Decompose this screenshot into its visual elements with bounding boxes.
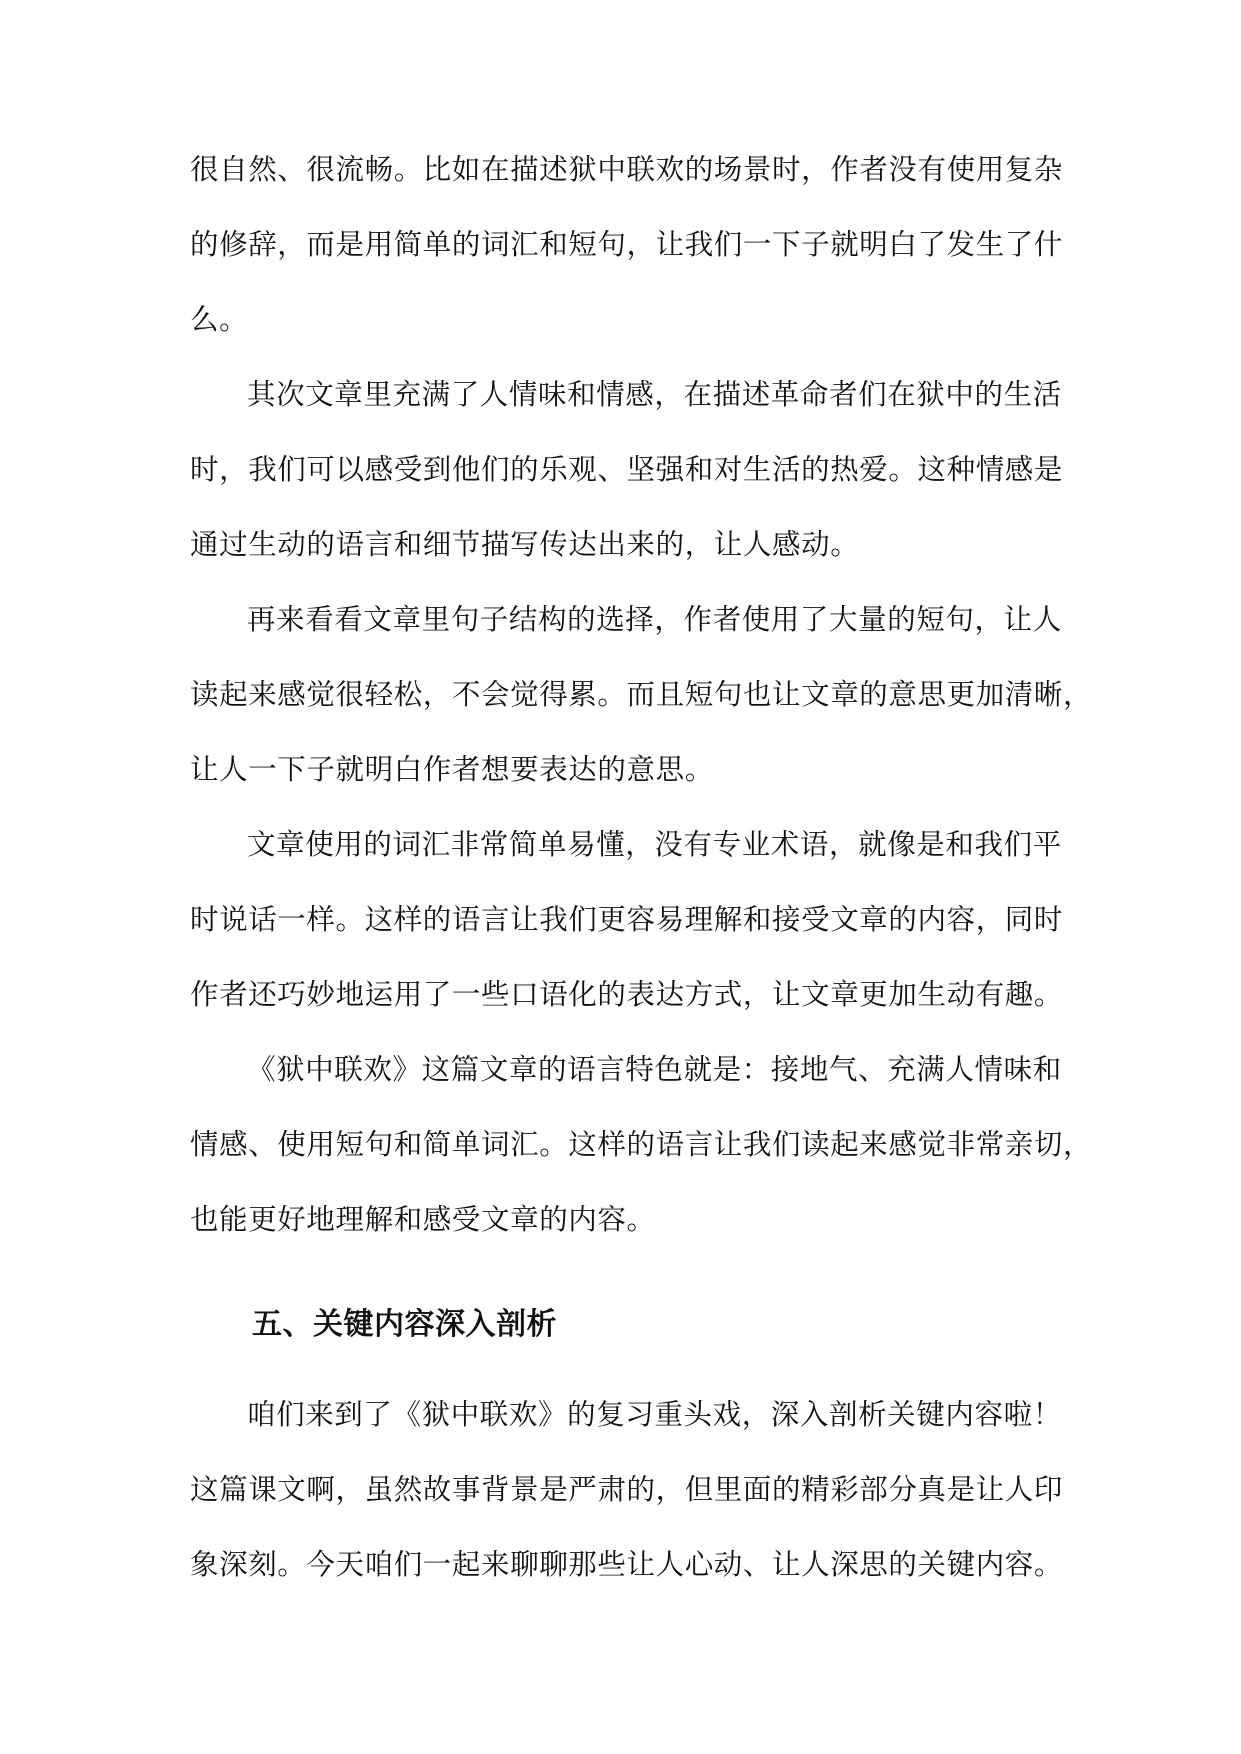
section-heading: 五、关键内容深入剖析: [252, 1307, 557, 1342]
paragraph-5-line-3: 也能更好地理解和感受文章的内容。: [190, 1203, 656, 1236]
paragraph-2-line-2: 时，我们可以感受到他们的乐观、坚强和对生活的热爱。这种情感是: [190, 453, 1064, 486]
section-paragraph-line-3: 象深刻。今天咱们一起来聊聊那些让人心动、让人深思的关键内容。: [190, 1548, 1064, 1581]
paragraph-5-line-2: 情感、使用短句和简单词汇。这样的语言让我们读起来感觉非常亲切，: [190, 1128, 1093, 1161]
paragraph-4-line-3: 作者还巧妙地运用了一些口语化的表达方式，让文章更加生动有趣。: [190, 978, 1064, 1011]
paragraph-1-line-1: 很自然、很流畅。比如在描述狱中联欢的场景时，作者没有使用复杂: [190, 153, 1064, 186]
paragraph-3-line-1: 再来看看文章里句子结构的选择，作者使用了大量的短句，让人: [247, 603, 1062, 636]
paragraph-2-line-1: 其次文章里充满了人情味和情感，在描述革命者们在狱中的生活: [247, 378, 1062, 411]
paragraph-2-line-3: 通过生动的语言和细节描写传达出来的，让人感动。: [190, 528, 860, 561]
paragraph-1-line-3: 么。: [190, 303, 249, 336]
paragraph-4-line-2: 时说话一样。这样的语言让我们更容易理解和接受文章的内容，同时: [190, 903, 1064, 936]
section-paragraph-line-1: 咱们来到了《狱中联欢》的复习重头戏，深入剖析关键内容啦！: [247, 1398, 1062, 1431]
paragraph-3-line-2: 读起来感觉很轻松，不会觉得累。而且短句也让文章的意思更加清晰，: [190, 678, 1093, 711]
paragraph-5-line-1: 《狱中联欢》这篇文章的语言特色就是：接地气、充满人情味和: [247, 1053, 1062, 1086]
paragraph-4-line-1: 文章使用的词汇非常简单易懂，没有专业术语，就像是和我们平: [247, 828, 1062, 861]
paragraph-3-line-3: 让人一下子就明白作者想要表达的意思。: [190, 753, 714, 786]
section-paragraph-line-2: 这篇课文啊，虽然故事背景是严肃的，但里面的精彩部分真是让人印: [190, 1473, 1064, 1506]
paragraph-1-line-2: 的修辞，而是用简单的词汇和短句，让我们一下子就明白了发生了什: [190, 228, 1064, 261]
